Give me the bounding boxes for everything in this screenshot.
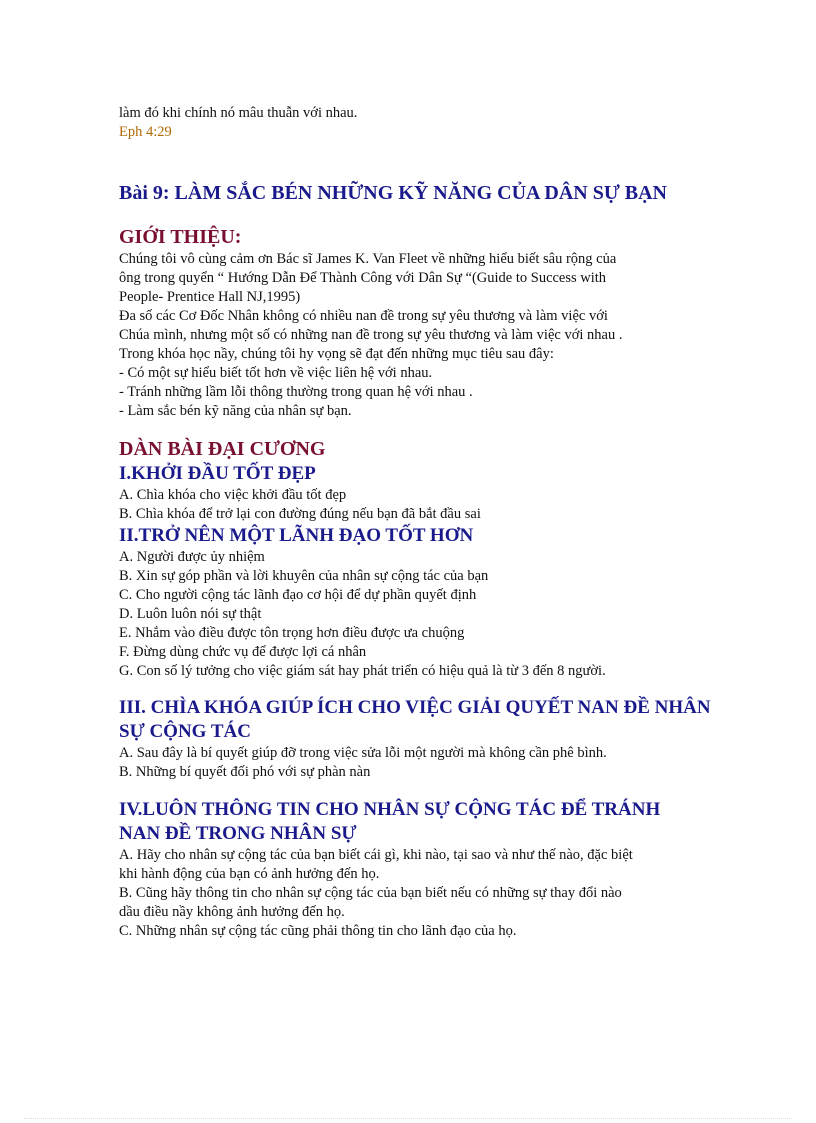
intro-line: làm đó khi chính nó mâu thuẫn với nhau. <box>119 105 358 121</box>
section-4-item: C. Những nhân sự cộng tác cũng phải thông tin cho lãnh đạo của họ. <box>119 923 517 939</box>
intro-paragraph-line: Trong khóa học nầy, chúng tôi hy vọng sẽ đạt đến những mục tiêu sau đây: <box>119 346 554 362</box>
document-page <box>119 104 719 941</box>
intro-paragraph-line: Đa số các Cơ Đốc Nhân không có nhiều nan đề trong sự yêu thương và làm việc với <box>119 308 608 324</box>
section-2-title: II.TRỞ NÊN MỘT LÃNH ĐẠO TỐT HƠN <box>119 525 474 546</box>
intro-paragraph-line: Chúng tôi vô cùng cảm ơn Bác sĩ James K. Van Fleet về những hiểu biết sâu rộng của <box>119 251 617 267</box>
section-4-title: IV.LUÔN THÔNG TIN CHO NHÂN SỰ CỘNG TÁC ĐỂ TRÁNH <box>119 799 661 820</box>
intro-paragraph-line: Chúa mình, nhưng một số có những nan đề trong sự yêu thương và làm việc với nhau . <box>119 327 623 343</box>
section-2-item: D. Luôn luôn nói sự thật <box>119 606 262 622</box>
section-3-title: III. CHÌA KHÓA GIÚP ÍCH CHO VIỆC GIẢI QUYẾT NAN ĐỀ NHÂN <box>119 697 711 718</box>
page-bottom-divider <box>24 1118 792 1119</box>
section-4-item: B. Cũng hãy thông tin cho nhân sự cộng tác của bạn biết nếu có những sự thay đổi nào <box>119 885 622 901</box>
section-1-item: B. Chìa khóa để trở lại con đường đúng nếu bạn đã bắt đầu sai <box>119 506 481 522</box>
intro-paragraph <box>119 250 719 421</box>
section-4-item: dầu điều nầy không ảnh hưởng đến họ. <box>119 904 345 920</box>
lesson-title: Bài 9: LÀM SẮC BÉN NHỮNG KỸ NĂNG CỦA DÂN SỰ BẠN <box>119 182 667 204</box>
section-2-item: C. Cho người cộng tác lãnh đạo cơ hội để dự phần quyết định <box>119 587 477 603</box>
goal-item: - Làm sắc bén kỹ năng của nhân sự bạn. <box>119 403 352 419</box>
outline-heading: DÀN BÀI ĐẠI CƯƠNG <box>119 438 326 460</box>
goal-item: - Có một sự hiểu biết tốt hơn về việc liên hệ với nhau. <box>119 365 433 381</box>
intro-heading: GIỚI THIỆU: <box>119 226 242 248</box>
section-3-item: B. Những bí quyết đối phó với sự phàn nàn <box>119 764 371 780</box>
section-1-item: A. Chìa khóa cho việc khởi đầu tốt đẹp <box>119 487 347 503</box>
section-3-title-cont: SỰ CỘNG TÁC <box>119 721 251 742</box>
section-4-title-cont: NAN ĐỀ TRONG NHÂN SỰ <box>119 823 357 844</box>
section-2-item: B. Xin sự góp phần và lời khuyên của nhân sự cộng tác của bạn <box>119 568 489 584</box>
section-2-item: F. Đừng dùng chức vụ để được lợi cá nhân <box>119 644 367 660</box>
section-2-item: E. Nhắm vào điều được tôn trọng hơn điều được ưa chuộng <box>119 625 465 641</box>
verse-reference: Eph 4:29 <box>119 124 172 140</box>
section-2-item: A. Người được ủy nhiệm <box>119 549 265 565</box>
section-2-item: G. Con số lý tưởng cho việc giám sát hay phát triển có hiệu quả là từ 3 đến 8 người. <box>119 663 606 679</box>
section-3-item: A. Sau đây là bí quyết giúp đỡ trong việc sửa lỗi một người mà không cần phê bình. <box>119 745 607 761</box>
section-4-item: khi hành động của bạn có ảnh hưởng đến họ. <box>119 866 380 882</box>
intro-paragraph-line: People- Prentice Hall NJ,1995) <box>119 289 301 305</box>
section-4-item: A. Hãy cho nhân sự cộng tác của bạn biết cái gì, khi nào, tại sao và như thế nào, đặc biệt <box>119 847 633 863</box>
section-1-title: I.KHỞI ĐẦU TỐT ĐẸP <box>119 463 316 484</box>
intro-paragraph-line: ông trong quyển “ Hướng Dẫn Để Thành Công với Dân Sự “(Guide to Success with <box>119 270 607 286</box>
goal-item: - Tránh những lầm lỗi thông thường trong quan hệ với nhau . <box>119 384 473 400</box>
